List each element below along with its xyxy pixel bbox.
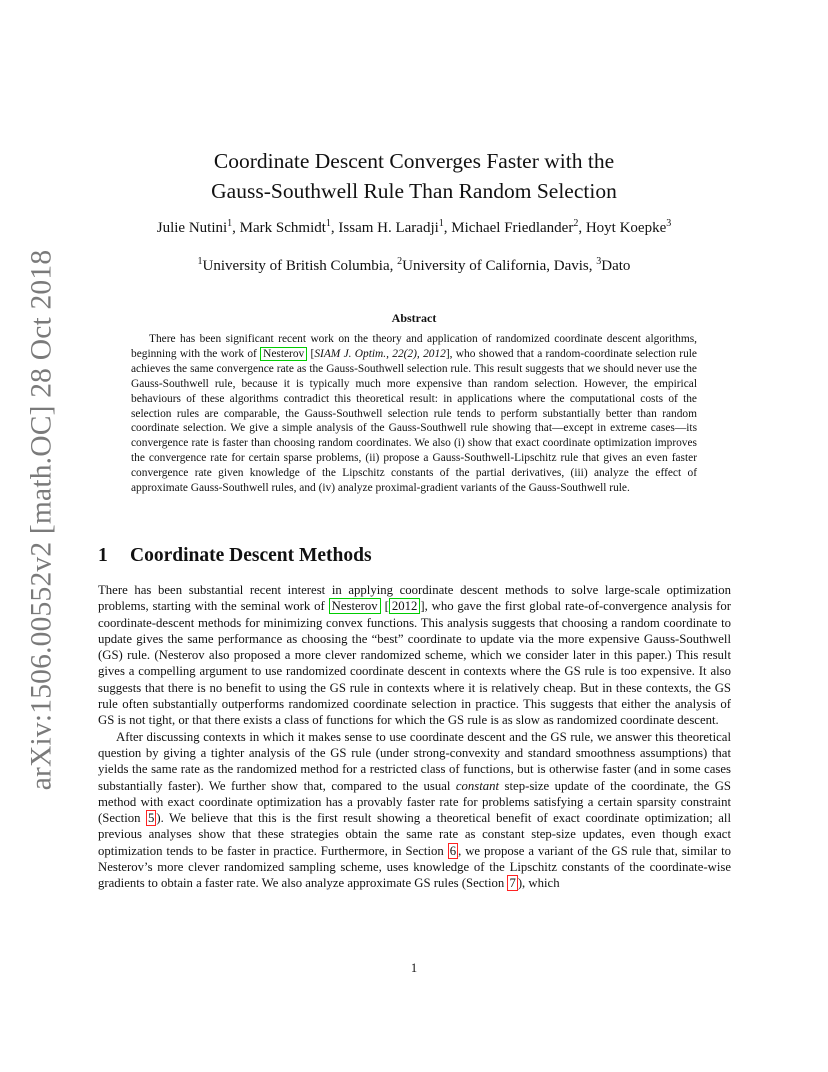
journal-ref: SIAM J. Optim., 22(2), 2012 xyxy=(314,347,446,360)
author: Julie Nutini$^1$, xyxy=(156,218,240,236)
affiliation: $^1$University of British Columbia, xyxy=(197,256,398,274)
section-heading xyxy=(98,545,372,567)
affiliations xyxy=(0,258,828,275)
section-ref-link[interactable]: 6 xyxy=(449,843,457,858)
arxiv-id: arXiv:1506.00552v2 [math.OC] 28 Oct 2018 xyxy=(25,249,58,791)
paragraph: There has been substantial recent interest in applying coordinate descent methods to solve large-scale optimization problems, starting with the seminal work of Nesterov [ 2012 ], who gave the first global rate-of-convergence analysis for coordinate-descent methods for minimizing convex functions. This analysis suggests that choosing a random coordinate to update gives the same performance as choosing the “best” coordinate to update via the more expensive Gauss-Southwell (GS) rule. (Nesterov also proposed a more clever randomized scheme, which we consider later in this paper.) This result gives a compelling argument to use randomized coordinate descent in contexts where the GS rule is too expensive. It also suggests that there is no benefit to using the GS rule in contexts where it is relatively cheap. But in these contexts, the GS rule often substantially outperforms randomized coordinate selection in practice. This suggests that either the analysis of GS is not tight, or that there exists a class of functions for which the GS rule is as slow as randomized coordinate descent. xyxy=(98,583,732,728)
paragraph: After discussing contexts in which it makes sense to use coordinate descent and the GS rule, we answer this theoretical question by giving a tighter analysis of the GS rule (under strong-convexity and standard smoothness assumptions) that yields the same rate as the randomized method for a restricted class of functions, but is otherwise faster (and in some cases substantially faster). We further show that, compared to the usual constant step-size update of the coordinate, the GS method with exact coordinate optimization has a provably faster rate for problems satisfying a certain sparsity constraint (Section 5 ). We believe that this is the first result showing a theoretical benefit of exact coordinate optimization; all previous analyses show that these strategies obtain the same rate as constant step-size updates, even though exact optimization tends to be faster in practice. Furthermore, in Section 6 , we propose a variant of the GS rule that, similar to Nesterov’s more clever randomized sampling scheme, uses knowledge of the Lipschitz constants of the coordinate-wise gradients to obtain a faster rate. We also analyze approximate GS rules (Section 7 ), which xyxy=(98,729,732,891)
section-number: 1 xyxy=(98,545,108,566)
body-text xyxy=(98,582,731,892)
citation-link[interactable]: Nesterov xyxy=(329,598,381,614)
abstract-heading: Abstract xyxy=(391,311,437,325)
paper-title xyxy=(0,146,828,206)
author: Issam H. Laradji$^1$, xyxy=(338,218,452,236)
citation-year-link[interactable]: 2012 xyxy=(389,598,421,614)
section-ref-link[interactable]: 5 xyxy=(147,811,155,826)
author-list xyxy=(0,220,828,237)
section-title: Coordinate Descent Methods xyxy=(130,545,372,566)
page-number: 1 xyxy=(410,961,418,975)
title-line-2: Gauss-Southwell Rule Than Random Selection xyxy=(211,179,617,203)
author: Michael Friedlander$^2$, xyxy=(451,218,586,236)
title-line-1: Coordinate Descent Converges Faster with the xyxy=(213,149,615,173)
citation-link[interactable]: Nesterov xyxy=(260,347,307,361)
abstract-text: There has been significant recent work on the theory and application of randomized coordinate descent algorithms, beginning with the work of Nesterov [SIAM J. Optim., 22(2), 2012], who showed that a random-coordinate selection rule achieves the same convergence rate as the Gauss-Southwell selection rule. This result suggests that we should never use the Gauss-Southwell rule, because it is typically much more expensive than random selection. However, the empirical behaviours of these algorithms contradict this theoretical result: in applications where the computational costs of the selection rules are comparable, the Gauss-Southwell selection rule tends to perform substantially better than random coordinate selection. We give a simple analysis of the Gauss-Southwell rule showing that—except in extreme cases—its convergence rate is faster than choosing random coordinates. We also (i) show that exact coordinate optimization improves the convergence rate for certain sparse problems, (ii) propose a Gauss-Southwell-Lipschitz rule that gives an even faster convergence rate given knowledge of the Lipschitz constants of the partial derivatives, (iii) analyze the effect of approximate Gauss-Southwell rules, and (iv) analyze proximal-gradient variants of the Gauss-Southwell rule. xyxy=(131,333,697,495)
arxiv-stamp xyxy=(25,249,58,791)
section-ref-link[interactable]: 7 xyxy=(509,876,516,891)
author: Hoyt Koepke$^3$ xyxy=(585,218,672,236)
affiliation: $^3$Dato xyxy=(596,256,631,274)
author: Mark Schmidt$^1$, xyxy=(239,218,339,236)
affiliation: $^2$University of California, Davis, xyxy=(397,256,597,274)
